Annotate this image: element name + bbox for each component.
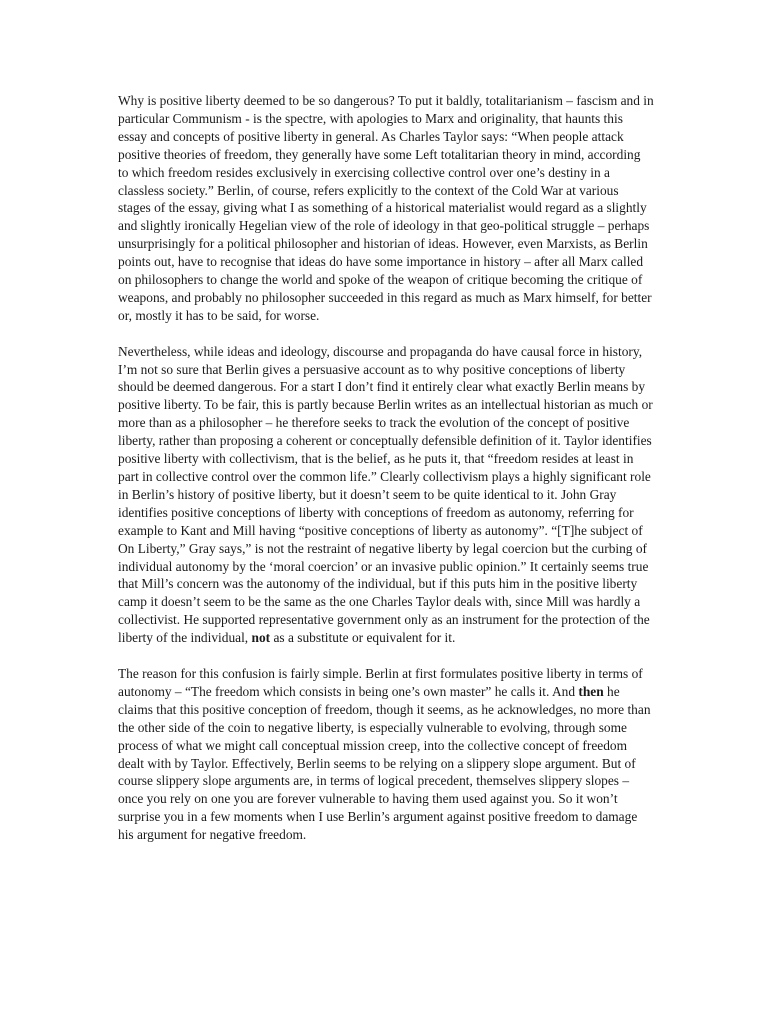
paragraph-2 (118, 343, 654, 647)
paragraph-3-emphasis: then (578, 683, 604, 699)
paragraph-3-text: The reason for this confusion is fairly simple. Berlin at first formulates positive liberty in terms of autonomy – “The freedom which consists in being one’s own master” he calls it. And (118, 665, 643, 699)
document-body (118, 92, 654, 844)
paragraph-2-text-end: as a substitute or equivalent for it. (270, 630, 456, 646)
paragraph-2-emphasis: not (251, 630, 271, 646)
paragraph-2-text: Nevertheless, while ideas and ideology, discourse and propaganda do have causal force in history, I’m not so sure that Berlin gives a persuasive account as to why positive conceptions of liberty should be deemed dangerous. For a start I don’t find it entirely clear what exactly Berlin means by positive liberty. To be fair, this is partly because Berlin writes as an intellectual historian as much or more than as a philosopher – he therefore seeks to track the evolution of the concept of positive liberty, rather than proposing a coherent or conceptually defensible definition of it. Taylor identifies positive liberty with collectivism, that is the belief, as he puts it, that “freedom resides at least in part in collective control over the common life.” Clearly collectivism plays a highly significant role in Berlin’s history of positive liberty, but it doesn’t seem to be quite identical to it. John Gray identifies positive conceptions of liberty with conceptions of freedom as autonomy, referring for example to Kant and Mill having “positive conceptions of liberty as autonomy”. “[T]he subject of On Liberty,” Gray says,” is not the restraint of negative liberty by legal coercion but the curbing of individual autonomy by the ‘moral coercion’ or an invasive public opinion.” It certainly seems true that Mill’s concern was the autonomy of the individual, but if this puts him in the positive liberty camp it doesn’t seem to be the same as the one Charles Taylor deals with, since Mill was hardly a collectivist. He supported representative government only as an instrument for the protection of the liberty of the individual, (118, 343, 653, 646)
paragraph-1 (118, 92, 654, 325)
paragraph-3 (118, 665, 654, 844)
paragraph-1-text: Why is positive liberty deemed to be so dangerous? To put it baldly, totalitarianism – fascism and in particular Communism - is the spectre, with apologies to Marx and originality, that haunts this essay and concepts of positive liberty in general. As Charles Taylor says: “When people attack positive theories of freedom, they generally have some Left totalitarian theory in mind, according to which freedom resides exclusively in exercising collective control over one’s destiny in a classless society.” Berlin, of course, refers explicitly to the context of the Cold War at various stages of the essay, giving what I as something of a historical materialist would regard as a slightly and slightly ironically Hegelian view of the role of ideology in that geo-political struggle – perhaps unsurprisingly for a political philosopher and historian of ideas. However, even Marxists, as Berlin points out, have to recognise that ideas do have some importance in history – after all Marx called on philosophers to change the world and spoke of the weapon of critique becoming the critique of weapons, and probably no philosopher succeeded in this regard as much as Marx himself, for better or, mostly it has to be said, for worse. (118, 93, 654, 323)
paragraph-3-text-end: he claims that this positive conception of freedom, though it seems, as he acknowledges, no more than the other side of the coin to negative liberty, is especially vulnerable to evolving, through some process of what we might call conceptual mission creep, into the collective concept of freedom dealt with by Taylor. Effectively, Berlin seems to be relying on a slippery slope argument. But of course slippery slope arguments are, in terms of logical precedent, themselves slippery slopes – once you rely on one you are forever vulnerable to having them used against you. So it won’t surprise you in a few moments when I use Berlin’s argument against positive freedom to damage his argument for negative freedom. (118, 683, 651, 843)
